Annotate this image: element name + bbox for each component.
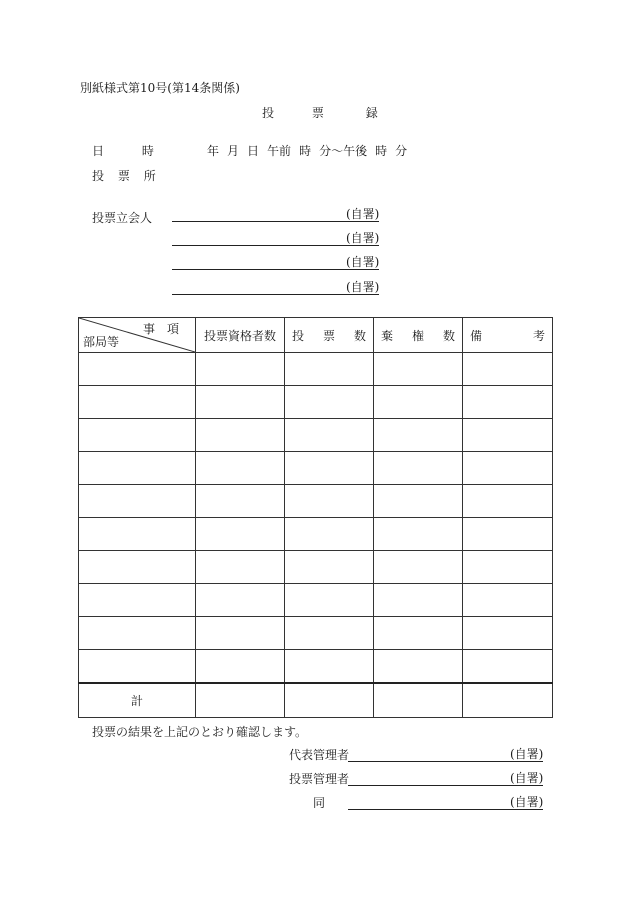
total-label: 計	[79, 683, 196, 718]
datetime-part: 日	[247, 144, 260, 158]
datetime-part: 月	[227, 144, 240, 158]
table-cell[interactable]	[196, 617, 285, 650]
table-cell[interactable]	[196, 650, 285, 684]
place-label-char: 票	[117, 169, 130, 183]
table-cell[interactable]	[374, 518, 463, 551]
title-char: 票	[311, 106, 325, 120]
table-cell[interactable]	[463, 518, 553, 551]
witness-signature-line[interactable]	[172, 221, 346, 222]
form-reference: 別紙様式第10号(第14条関係)	[80, 81, 240, 95]
title-char: 投	[262, 106, 276, 120]
table-cell[interactable]	[463, 353, 553, 386]
table-row	[79, 386, 553, 419]
table-row	[79, 650, 553, 684]
manager-sign-mark: (自署)	[510, 795, 544, 809]
datetime-label	[92, 145, 154, 157]
table-row	[79, 419, 553, 452]
table-cell[interactable]	[285, 518, 374, 551]
total-cell[interactable]	[374, 683, 463, 718]
table-cell[interactable]	[79, 419, 196, 452]
header-eligible-count: 投票資格者数	[196, 318, 285, 353]
table-row	[79, 584, 553, 617]
table-cell[interactable]	[79, 386, 196, 419]
table-cell[interactable]	[374, 386, 463, 419]
table-cell[interactable]	[79, 485, 196, 518]
table-cell[interactable]	[196, 485, 285, 518]
header-char: 数	[353, 328, 366, 343]
representative-manager-label: 代表管理者	[289, 748, 350, 762]
place-label	[92, 170, 156, 182]
table-cell[interactable]	[79, 584, 196, 617]
table-row	[79, 617, 553, 650]
document-title	[262, 107, 379, 119]
datetime-value	[207, 145, 415, 157]
header-char: 権	[411, 328, 424, 343]
datetime-part: 分	[395, 144, 408, 158]
datetime-part: 時	[375, 144, 388, 158]
table-header-row	[79, 318, 553, 353]
table-cell[interactable]	[196, 584, 285, 617]
table-cell[interactable]	[285, 617, 374, 650]
witness-sign-mark: (自署)	[346, 207, 380, 221]
header-vote-count	[285, 318, 374, 353]
table-cell[interactable]	[463, 617, 553, 650]
table-cell[interactable]	[285, 452, 374, 485]
table-cell[interactable]	[374, 551, 463, 584]
table-cell[interactable]	[196, 452, 285, 485]
table-cell[interactable]	[79, 617, 196, 650]
table-cell[interactable]	[374, 617, 463, 650]
table-cell[interactable]	[463, 551, 553, 584]
total-cell[interactable]	[196, 683, 285, 718]
table-cell[interactable]	[285, 485, 374, 518]
table-cell[interactable]	[374, 485, 463, 518]
table-cell[interactable]	[285, 419, 374, 452]
manager-sign-mark: (自署)	[510, 747, 544, 761]
table-cell[interactable]	[463, 386, 553, 419]
diagonal-header-cell	[79, 318, 196, 353]
table-cell[interactable]	[374, 650, 463, 684]
witness-sign-mark: (自署)	[346, 280, 380, 294]
table-cell[interactable]	[463, 419, 553, 452]
same-label: 同	[313, 796, 326, 810]
table-cell[interactable]	[463, 452, 553, 485]
table-cell[interactable]	[79, 518, 196, 551]
header-char: 考	[532, 328, 545, 343]
datetime-part: 時	[299, 144, 312, 158]
table-cell[interactable]	[79, 353, 196, 386]
vote-record-table	[78, 317, 553, 718]
datetime-part: 午前	[267, 144, 292, 158]
header-abstention-count	[374, 318, 463, 353]
header-remarks	[463, 318, 553, 353]
vote-manager-signature-line[interactable]	[348, 785, 510, 786]
table-row	[79, 551, 553, 584]
place-label-char: 投	[92, 169, 105, 183]
table-row	[79, 518, 553, 551]
table-row	[79, 353, 553, 386]
witness-signature-line[interactable]	[172, 245, 346, 246]
table-cell[interactable]	[196, 551, 285, 584]
table-cell[interactable]	[463, 584, 553, 617]
witness-sign-mark: (自署)	[346, 231, 380, 245]
witness-signature-line[interactable]	[172, 294, 346, 295]
header-char: 投	[292, 328, 305, 343]
total-row	[79, 683, 553, 718]
table-cell[interactable]	[374, 419, 463, 452]
header-char: 数	[442, 328, 455, 343]
header-char: 備	[470, 328, 483, 343]
header-item-label: 事 項	[142, 322, 179, 336]
confirmation-text: 投票の結果を上記のとおり確認します。	[92, 725, 308, 739]
datetime-part: 分〜午後	[319, 144, 368, 158]
table-cell[interactable]	[79, 650, 196, 684]
witness-sign-mark: (自署)	[346, 255, 380, 269]
table-cell[interactable]	[79, 452, 196, 485]
table-cell[interactable]	[374, 584, 463, 617]
table-row	[79, 485, 553, 518]
table-cell[interactable]	[285, 584, 374, 617]
table-cell[interactable]	[196, 419, 285, 452]
table-cell[interactable]	[285, 353, 374, 386]
table-cell[interactable]	[285, 386, 374, 419]
total-cell[interactable]	[285, 683, 374, 718]
manager-sign-mark: (自署)	[510, 771, 544, 785]
table-cell[interactable]	[79, 551, 196, 584]
total-cell[interactable]	[463, 683, 553, 718]
table-cell[interactable]	[463, 650, 553, 684]
datetime-label-char: 日	[92, 144, 105, 158]
table-row	[79, 452, 553, 485]
table-cell[interactable]	[374, 452, 463, 485]
place-label-char: 所	[143, 169, 156, 183]
datetime-label-char: 時	[141, 144, 154, 158]
header-char: 棄	[381, 328, 394, 343]
title-char: 録	[365, 106, 379, 120]
vote-manager-signature-line-2[interactable]	[348, 809, 510, 810]
header-department-label: 部局等	[83, 335, 120, 349]
table-cell[interactable]	[285, 551, 374, 584]
table-cell[interactable]	[285, 650, 374, 684]
table-cell[interactable]	[196, 518, 285, 551]
table-cell[interactable]	[463, 485, 553, 518]
witness-label: 投票立会人	[92, 211, 153, 225]
table-cell[interactable]	[196, 386, 285, 419]
vote-manager-label: 投票管理者	[289, 772, 350, 786]
witness-signature-line[interactable]	[172, 269, 346, 270]
datetime-part: 年	[207, 144, 220, 158]
header-char: 票	[322, 328, 335, 343]
table-cell[interactable]	[196, 353, 285, 386]
representative-manager-signature-line[interactable]	[348, 761, 510, 762]
table-cell[interactable]	[374, 353, 463, 386]
